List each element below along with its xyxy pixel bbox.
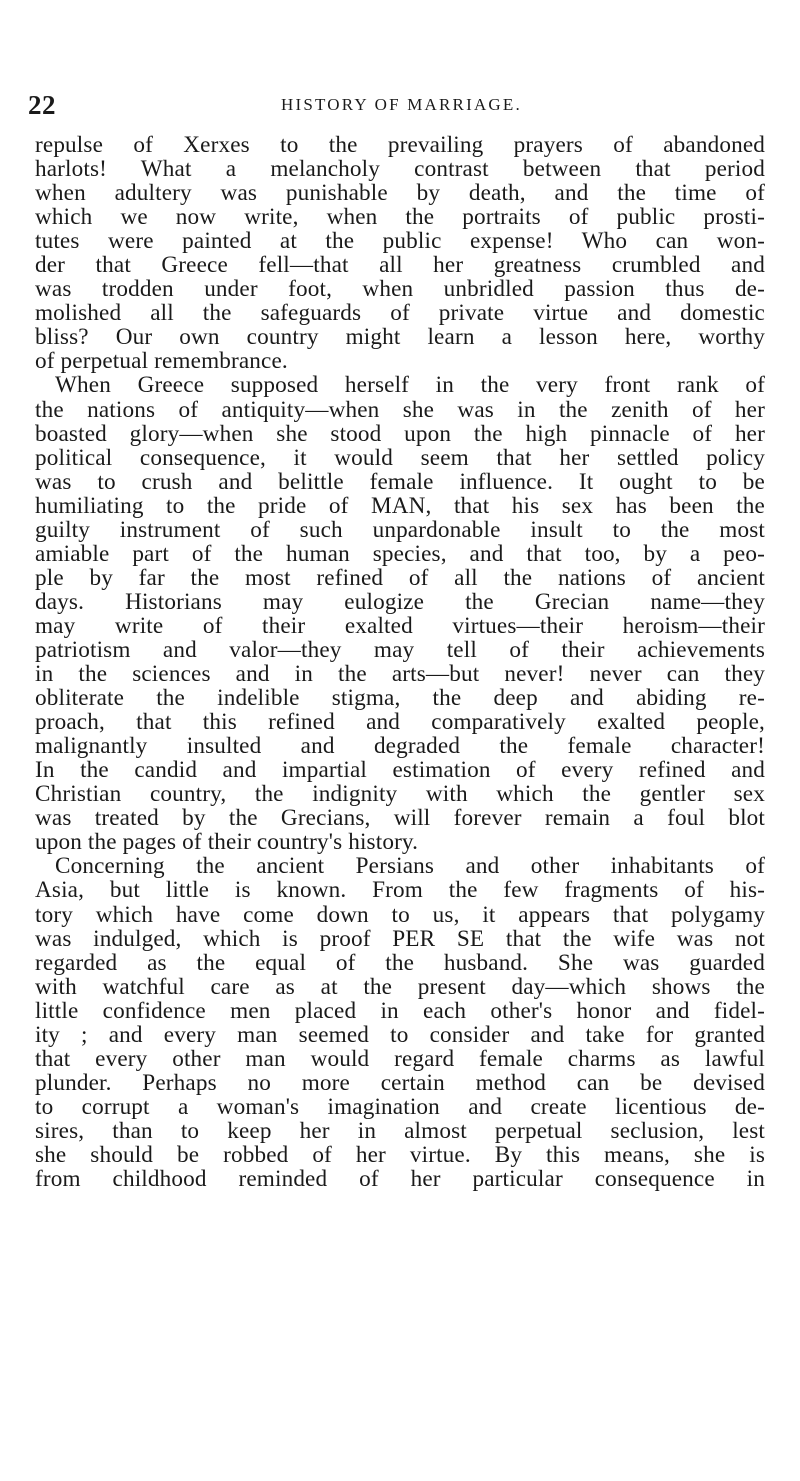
running-title: HISTORY OF MARRIAGE. bbox=[281, 95, 522, 114]
text-line: was trodden under foot, when unbridled passion thus de- bbox=[35, 276, 765, 303]
text-line: was treated by the Grecians, will forever remain a foul blot bbox=[35, 805, 765, 832]
text-line: der that Greece fell—that all her greatness crumbled and bbox=[35, 252, 765, 279]
text-line: patriotism and valor—they may tell of their achievements bbox=[35, 636, 765, 663]
text-line: ity ; and every man seemed to consider and take for granted bbox=[35, 1021, 765, 1048]
text-line: political consequence, it would seem that her settled policy bbox=[35, 444, 765, 471]
page-number: 22 bbox=[28, 90, 56, 120]
text-line: Asia, but little is known. From the few fragments of his- bbox=[35, 877, 765, 904]
text-line: humiliating to the pride of MAN, that his sex has been the bbox=[35, 492, 765, 519]
text-line: which we now write, when the portraits of public prosti- bbox=[35, 204, 765, 231]
text-line: bliss? Our own country might learn a lesson here, worthy bbox=[35, 324, 765, 351]
text-line: repulse of Xerxes to the prevailing prayers of abandoned bbox=[35, 132, 765, 158]
text-line: in the sciences and in the arts—but never! never can they bbox=[35, 661, 765, 688]
text-line: she should be robbed of her virtue. By this means, she is bbox=[35, 1141, 765, 1168]
text-line: the nations of antiquity—when she was in the zenith of her bbox=[35, 396, 765, 423]
text-line: molished all the safeguards of private virtue and domestic bbox=[35, 300, 765, 327]
text-line: boasted glory—when she stood upon the high pinnacle of her bbox=[35, 420, 765, 447]
text-line: tory which have come down to us, it appears that polygamy bbox=[35, 901, 765, 928]
text-line: with watchful care as at the present day—which shows the bbox=[35, 973, 765, 1000]
text-line: ple by far the most refined of all the nations of ancient bbox=[35, 564, 765, 591]
text-line: tutes were painted at the public expense! Who can won- bbox=[35, 228, 765, 255]
text-line: was to crush and belittle female influence. It ought to be bbox=[35, 468, 765, 495]
text-line: In the candid and impartial estimation of every refined and bbox=[35, 757, 765, 784]
running-head bbox=[25, 90, 785, 120]
text-line: may write of their exalted virtues—their heroism—their bbox=[35, 612, 765, 639]
text-line: was indulged, which is proof PER SE that the wife was not bbox=[35, 925, 765, 952]
text-line: harlots! What a melancholy contrast between that period bbox=[35, 156, 765, 183]
text-line: obliterate the indelible stigma, the deep and abiding re- bbox=[35, 685, 765, 712]
text-line: from childhood reminded of her particular consequence in bbox=[35, 1166, 765, 1193]
body-text bbox=[35, 133, 765, 1191]
text-line: proach, that this refined and comparatively exalted people, bbox=[35, 709, 765, 736]
paragraph-start-line: Concerning the ancient Persians and other inhabitants of bbox=[55, 853, 765, 880]
text-line: Christian country, the indignity with which the gentler sex bbox=[35, 781, 765, 808]
text-line: sires, than to keep her in almost perpetual seclusion, lest bbox=[35, 1117, 765, 1144]
text-line: malignantly insulted and degraded the female character! bbox=[35, 733, 765, 760]
text-line: guilty instrument of such unpardonable insult to the most bbox=[35, 516, 765, 543]
text-line: regarded as the equal of the husband. She was guarded bbox=[35, 949, 765, 976]
text-line: to corrupt a woman's imagination and create licentious de- bbox=[35, 1093, 765, 1120]
paragraph-end-line: of perpetual remembrance. bbox=[35, 348, 288, 375]
text-line: amiable part of the human species, and that too, by a peo- bbox=[35, 540, 765, 567]
text-line: little confidence men placed in each other's honor and fidel- bbox=[35, 997, 765, 1024]
text-line: that every other man would regard female charms as lawful bbox=[35, 1045, 765, 1072]
text-line: plunder. Perhaps no more certain method can be devised bbox=[35, 1069, 765, 1096]
paragraph-start-line: When Greece supposed herself in the very front rank of bbox=[55, 372, 765, 399]
text-line: days. Historians may eulogize the Grecian name—they bbox=[35, 588, 765, 615]
text-line: when adultery was punishable by death, and the time of bbox=[35, 180, 765, 207]
paragraph-end-line: upon the pages of their country's history. bbox=[35, 829, 419, 856]
